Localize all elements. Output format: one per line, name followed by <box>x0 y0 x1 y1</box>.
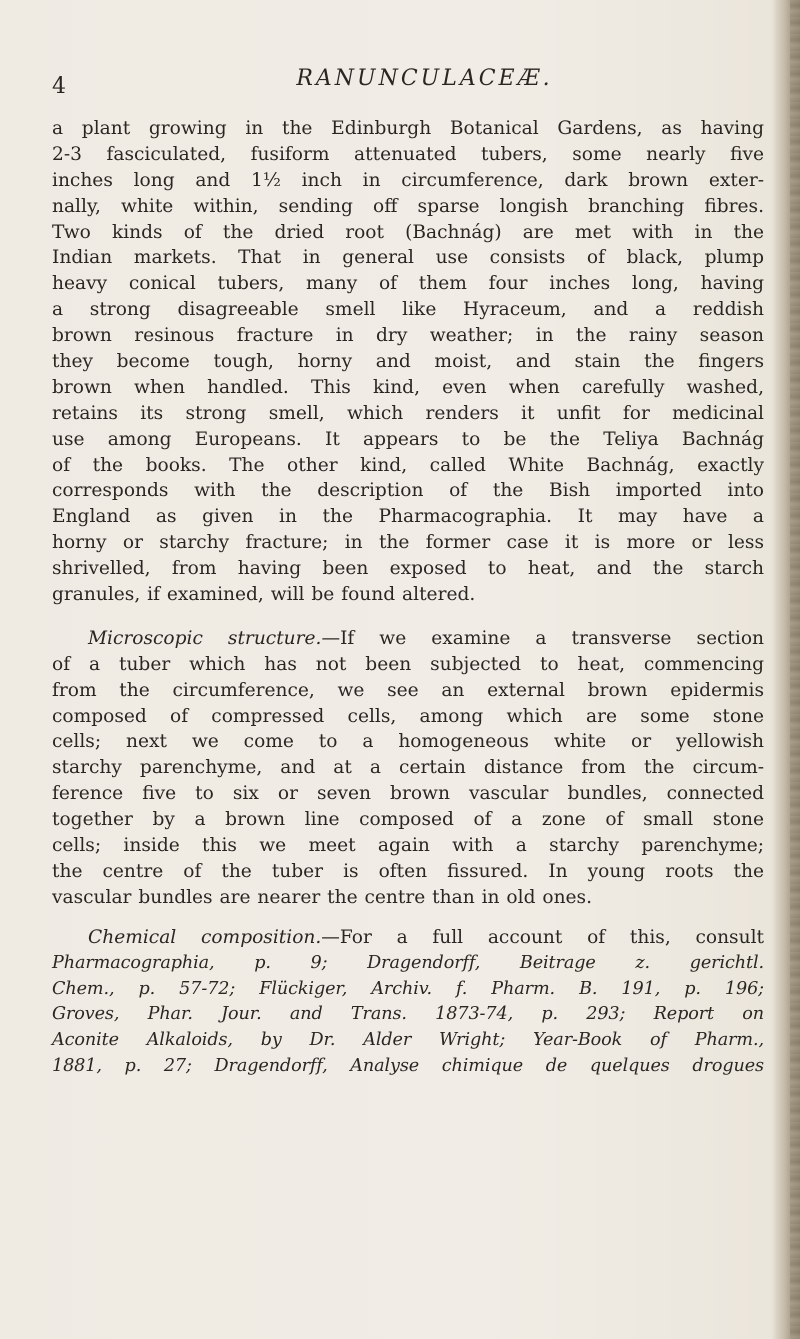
page-number: 4 <box>52 74 66 99</box>
citation-line: 1881, p. 27; Dragendorff, Analyse chimique de quelques drogues <box>52 1056 764 1077</box>
text-line: England as given in the Pharmacographia. It may have a <box>52 506 764 528</box>
text-line: vascular bundles are nearer the centre than in old ones. <box>52 886 593 908</box>
text-line: Indian markets. That in general use consists of black, plump <box>52 247 764 269</box>
text-run: —For a full account of this, consult <box>321 926 764 948</box>
text-line: use among Europeans. It appears to be the Teliya Bachnág <box>52 428 764 450</box>
text-line: they become tough, horny and moist, and stain the fingers <box>52 351 764 373</box>
text-line: Two kinds of the dried root (Bachnág) are met with in the <box>52 221 764 243</box>
text-line: 2-3 fasciculated, fusiform attenuated tubers, some nearly five <box>52 143 764 165</box>
text-line: retains its strong smell, which renders it unfit for medicinal <box>52 402 764 424</box>
text-line: brown when handled. This kind, even when carefully washed, <box>52 376 764 398</box>
text-line: cells; inside this we meet again with a starchy parenchyme; <box>52 835 764 857</box>
running-head: RANUNCULACEÆ. <box>296 66 553 91</box>
text-line: brown resinous fracture in dry weather; in the rainy season <box>52 325 764 347</box>
citation-line: Aconite Alkaloids, by Dr. Alder Wright; Year-Book of Pharm., <box>52 1030 764 1051</box>
page-header <box>52 66 757 106</box>
text-line: starchy parenchyme, and at a certain distance from the circum- <box>52 757 764 779</box>
text-line: a plant growing in the Edinburgh Botanical Gardens, as having <box>52 118 764 139</box>
text-run: —If we examine a transverse section <box>321 627 764 649</box>
text-line: shrivelled, from having been exposed to heat, and the starch <box>52 558 764 580</box>
text-line: heavy conical tubers, many of them four inches long, having <box>52 273 764 295</box>
citation-line: Chem., p. 57-72; Flückiger, Archiv. f. Pharm. B. 191, p. 196; <box>52 978 764 999</box>
text-line: of the books. The other kind, called White Bachnág, exactly <box>52 454 764 476</box>
text-line: together by a brown line composed of a zone of small stone <box>52 809 764 831</box>
text-line: from the circumference, we see an external brown epidermis <box>52 679 764 701</box>
text-line: a strong disagreeable smell like Hyraceum, and a reddish <box>52 299 764 321</box>
text-line: granules, if examined, will be found altered. <box>52 584 476 606</box>
body-text <box>52 116 764 1080</box>
text-line: composed of compressed cells, among which are some stone <box>52 705 764 727</box>
citation-line: Groves, Phar. Jour. and Trans. 1873-74, p. 293; Report on <box>52 1004 764 1025</box>
text-line: the centre of the tuber is often fissured. In young roots the <box>52 860 764 882</box>
section-heading: Microscopic structure. <box>88 627 322 649</box>
text-line: nally, white within, sending off sparse longish branching fibres. <box>52 195 764 217</box>
text-line <box>52 626 764 652</box>
text-line: corresponds with the description of the Bish imported into <box>52 480 764 502</box>
text-line: horny or starchy fracture; in the former case it is more or less <box>52 532 764 554</box>
paragraph-gap <box>52 608 764 626</box>
section-heading: Chemical composition. <box>88 926 322 948</box>
text-line: ference five to six or seven brown vascular bundles, connected <box>52 783 764 805</box>
text-line: of a tuber which has not been subjected to heat, commencing <box>52 653 764 675</box>
text-line: inches long and 1½ inch in circumference, dark brown exter- <box>52 169 764 191</box>
page-edge-texture <box>790 0 800 1339</box>
text-line: cells; next we come to a homogeneous white or yellowish <box>52 731 764 753</box>
text-line <box>52 925 764 951</box>
paragraph-gap <box>52 911 764 925</box>
citation-line: Pharmacographia, p. 9; Dragendorff, Beitrage z. gerichtl. <box>52 952 764 973</box>
